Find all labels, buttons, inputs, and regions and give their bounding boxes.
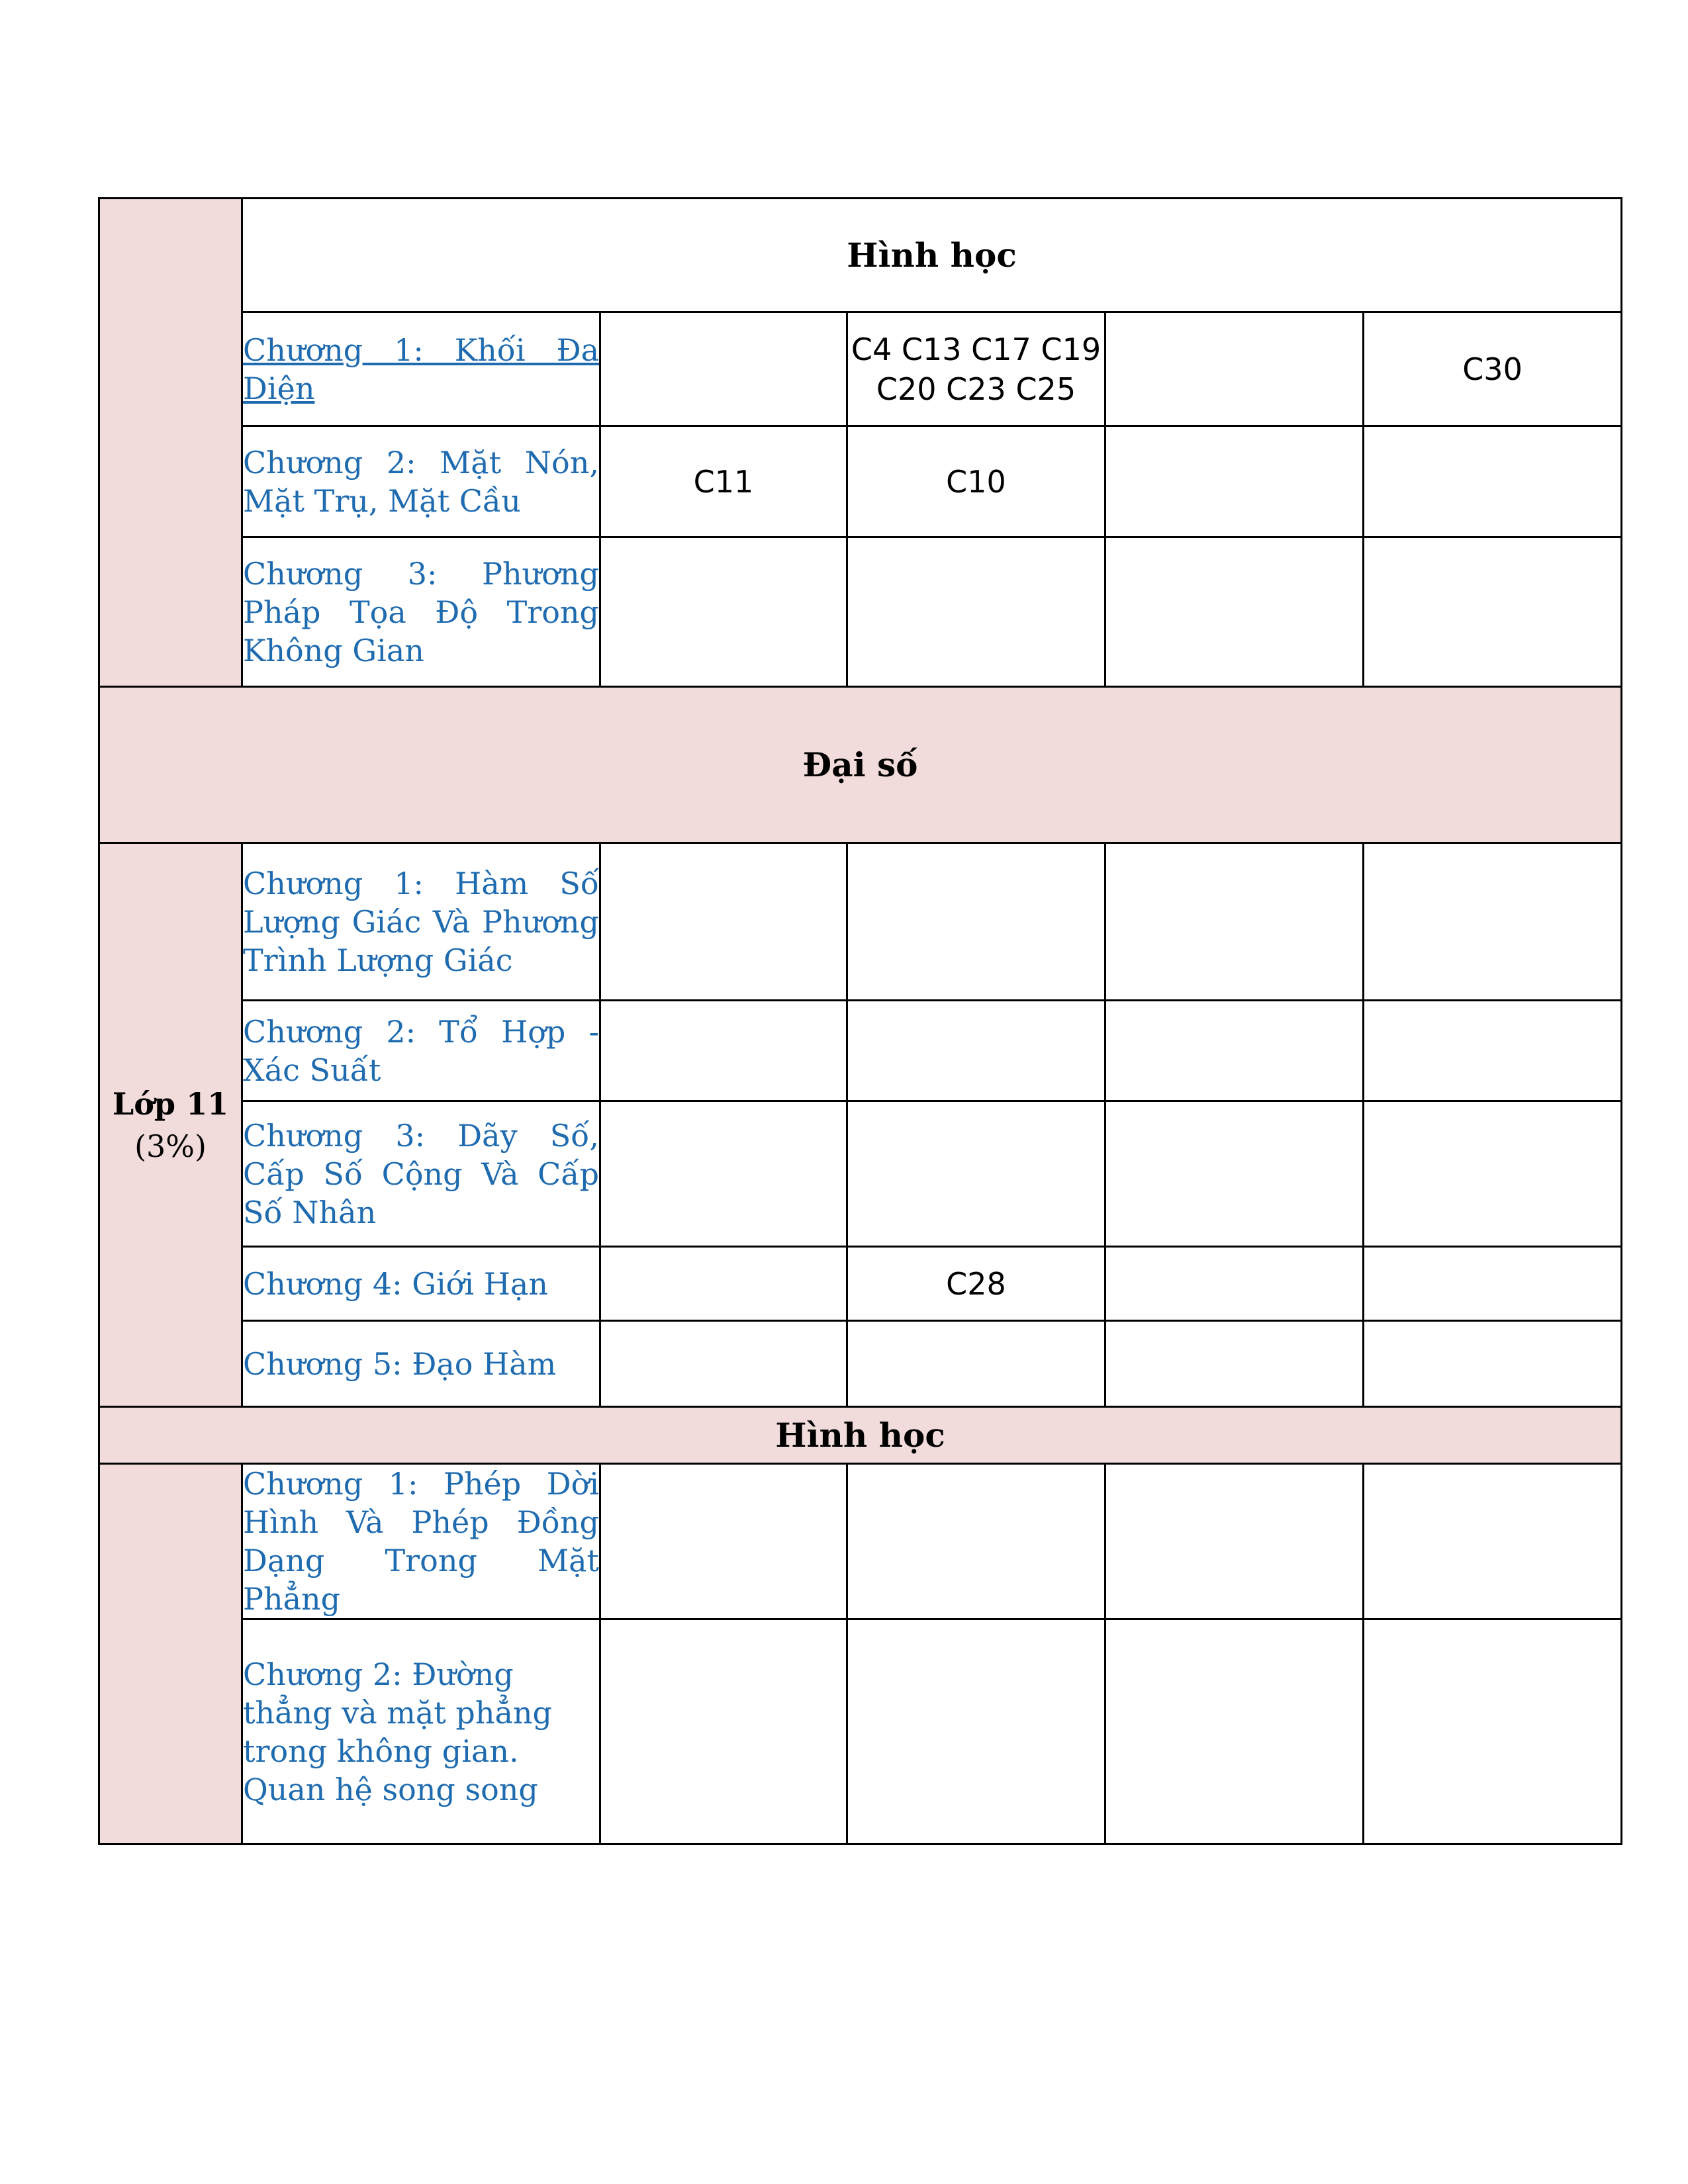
value-cell [1105,426,1364,537]
value-cell [1105,1101,1364,1247]
value-cell [600,1321,847,1407]
table-row [99,1464,1622,1619]
value-cell [1105,312,1364,426]
section-row-hinh-hoc-12 [99,199,1622,312]
section-header-dai-so: Đại số [99,687,1622,843]
chapter-label: Chương 2: Tổ Hợp - Xác Suất [242,1001,600,1101]
value-cell: C28 [847,1247,1105,1321]
chapter-label: Chương 5: Đạo Hàm [242,1321,600,1407]
question-matrix-table [98,197,1622,1845]
table-row [99,1247,1622,1321]
value-cell [847,1464,1105,1619]
chapter-label: Chương 2: Mặt Nón, Mặt Trụ, Mặt Cầu [242,426,600,537]
value-cell [847,537,1105,687]
value-cell [1364,843,1622,1001]
value-cell [1364,1247,1622,1321]
value-cell [1105,1001,1364,1101]
table-row [99,843,1622,1001]
chapter-label: Chương 1: Phép Dời Hình Và Phép Đồng Dạng Trong Mặt Phẳng [242,1464,600,1619]
chapter-link-khoi-da-dien[interactable]: Chương 1: Khối Đa Diện [242,312,600,426]
table-row [99,1001,1622,1101]
table-row [99,1101,1622,1247]
table-row [99,426,1622,537]
value-cell: C4 C13 C17 C19 C20 C23 C25 [847,312,1105,426]
value-cell [600,312,847,426]
grade11-geometry-cell [99,1464,242,1844]
value-cell [1105,843,1364,1001]
value-cell [847,1001,1105,1101]
grade11-title: Lớp 11 [112,1085,229,1122]
value-cell [1105,1247,1364,1321]
value-cell [847,1619,1105,1844]
value-cell [600,1101,847,1247]
value-cell [847,1321,1105,1407]
chapter-label: Chương 1: Hàm Số Lượng Giác Và Phương Trình Lượng Giác [242,843,600,1001]
value-cell [1364,1001,1622,1101]
value-cell [1105,1619,1364,1844]
value-cell: C11 [600,426,847,537]
value-cell [600,1464,847,1619]
chapter-label: Chương 2: Đường thẳng và mặt phẳng trong không gian. Quan hệ song song [242,1619,600,1844]
value-cell [1364,1321,1622,1407]
section-header-hinh-hoc: Hình học [242,199,1622,312]
table-row [99,537,1622,687]
value-cell [600,843,847,1001]
value-cell [1105,537,1364,687]
value-cell [1105,1464,1364,1619]
chapter-label: Chương 3: Phương Pháp Tọa Độ Trong Không Gian [242,537,600,687]
value-cell [600,1247,847,1321]
value-cell [847,843,1105,1001]
table-row [99,312,1622,426]
value-cell [1364,537,1622,687]
table-row [99,1619,1622,1844]
section-row-dai-so [99,687,1622,843]
grade12-cell [99,199,242,687]
grade11-percent: (3%) [134,1128,207,1164]
table-row [99,1321,1622,1407]
value-cell [1364,1464,1622,1619]
grade11-cell [99,843,242,1407]
value-cell [1364,1101,1622,1247]
value-cell [847,1101,1105,1247]
chapter-label: Chương 3: Dãy Số, Cấp Số Cộng Và Cấp Số Nhân [242,1101,600,1247]
value-cell: C10 [847,426,1105,537]
chapter-label: Chương 4: Giới Hạn [242,1247,600,1321]
value-cell [1105,1321,1364,1407]
value-cell [1364,1619,1622,1844]
value-cell [1364,426,1622,537]
value-cell [600,1001,847,1101]
section-row-hinh-hoc-11 [99,1407,1622,1464]
value-cell: C30 [1364,312,1622,426]
value-cell [600,537,847,687]
section-header-hinh-hoc-11: Hình học [99,1407,1622,1464]
value-cell [600,1619,847,1844]
